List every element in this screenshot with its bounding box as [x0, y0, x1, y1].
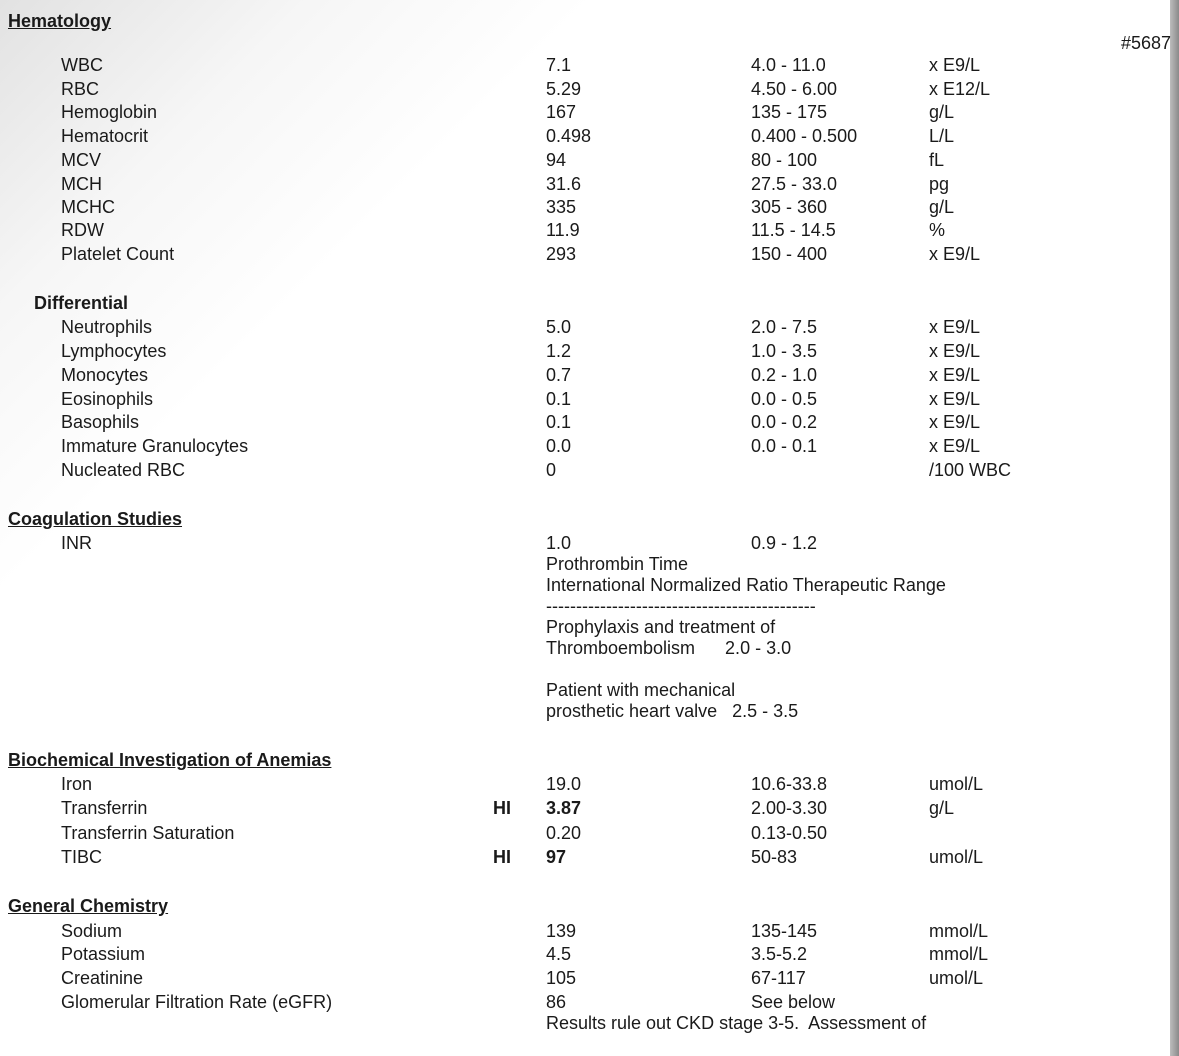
reference-range: 4.50 - 6.00	[751, 79, 838, 99]
section-title-chemistry: General Chemistry	[8, 896, 169, 916]
test-unit: x E9/L	[929, 55, 981, 75]
inr-note-line: Patient with mechanical	[546, 680, 736, 700]
reference-range: 27.5 - 33.0	[751, 174, 838, 194]
test-name: MCHC	[61, 197, 115, 217]
test-name: WBC	[61, 55, 103, 75]
reference-range: 135 - 175	[751, 102, 828, 122]
test-unit: fL	[929, 150, 945, 170]
test-name: MCH	[61, 174, 102, 194]
test-unit: g/L	[929, 102, 955, 122]
section-title-hematology: Hematology	[8, 11, 112, 31]
section-title-coagulation: Coagulation Studies	[8, 509, 183, 529]
test-unit: x E9/L	[929, 341, 981, 361]
test-value: 139	[546, 921, 577, 941]
test-unit: L/L	[929, 126, 955, 146]
test-name: Hemoglobin	[61, 102, 158, 122]
test-value: 0.20	[546, 823, 582, 843]
test-value: 335	[546, 197, 577, 217]
reference-range: 10.6-33.8	[751, 774, 828, 794]
test-name: RBC	[61, 79, 100, 99]
test-name: Platelet Count	[61, 244, 175, 264]
test-value: 0.0	[546, 436, 572, 456]
reference-range: 0.9 - 1.2	[751, 533, 818, 553]
reference-range: 2.0 - 7.5	[751, 317, 818, 337]
reference-range: 3.5-5.2	[751, 944, 808, 964]
test-value: 94	[546, 150, 567, 170]
test-value: 3.87	[546, 798, 582, 818]
test-name: Transferrin	[61, 798, 148, 818]
test-unit: x E9/L	[929, 365, 981, 385]
test-value: 167	[546, 102, 577, 122]
section-title-anemias: Biochemical Investigation of Anemias	[8, 750, 332, 770]
inr-note-line: prosthetic heart valve 2.5 - 3.5	[546, 701, 799, 721]
reference-range: 4.0 - 11.0	[751, 55, 826, 75]
test-value: 4.5	[546, 944, 572, 964]
test-unit: x E9/L	[929, 389, 981, 409]
subsection-title-differential: Differential	[34, 293, 129, 313]
test-unit: mmol/L	[929, 944, 989, 964]
test-value: 0.498	[546, 126, 592, 146]
test-unit: mmol/L	[929, 921, 989, 941]
test-value: 5.29	[546, 79, 582, 99]
reference-range: 0.0 - 0.2	[751, 412, 818, 432]
test-name: Glomerular Filtration Rate (eGFR)	[61, 992, 333, 1012]
reference-range: 67-117	[751, 968, 806, 988]
test-name: MCV	[61, 150, 101, 170]
test-name: Transferrin Saturation	[61, 823, 235, 843]
reference-range: 0.13-0.50	[751, 823, 828, 843]
test-value: 105	[546, 968, 577, 988]
test-name: Hematocrit	[61, 126, 149, 146]
test-unit: pg	[929, 174, 950, 194]
test-unit: x E9/L	[929, 244, 981, 264]
test-unit: x E12/L	[929, 79, 991, 99]
test-value: 7.1	[546, 55, 572, 75]
inr-note-divider: ---------------------------------------------	[546, 596, 816, 616]
test-value: 0.7	[546, 365, 572, 385]
test-unit: /100 WBC	[929, 460, 1012, 480]
reference-range: 50-83	[751, 847, 798, 867]
page-edge-shadow	[1170, 0, 1179, 1056]
test-value: 0	[546, 460, 557, 480]
test-value: 19.0	[546, 774, 582, 794]
egfr-note: Results rule out CKD stage 3-5. Assessment of	[546, 1013, 927, 1033]
test-name: Lymphocytes	[61, 341, 167, 361]
test-unit: x E9/L	[929, 317, 981, 337]
test-unit: g/L	[929, 197, 955, 217]
reference-range: 11.5 - 14.5	[751, 220, 836, 240]
test-name: INR	[61, 533, 92, 553]
test-value: 1.2	[546, 341, 572, 361]
test-value: 1.0	[546, 533, 572, 553]
test-value: 0.1	[546, 412, 572, 432]
test-name: Neutrophils	[61, 317, 153, 337]
test-name: TIBC	[61, 847, 103, 867]
test-unit: x E9/L	[929, 412, 981, 432]
document-id: #5687	[1121, 33, 1172, 53]
reference-range: 0.2 - 1.0	[751, 365, 818, 385]
reference-range: 0.0 - 0.1	[751, 436, 818, 456]
abnormal-flag: HI	[493, 847, 511, 867]
test-name: Potassium	[61, 944, 146, 964]
test-name: Iron	[61, 774, 93, 794]
test-value: 11.9	[546, 220, 580, 240]
test-unit: %	[929, 220, 946, 240]
inr-note-line: International Normalized Ratio Therapeutic Range	[546, 575, 946, 595]
test-name: RDW	[61, 220, 104, 240]
test-unit: x E9/L	[929, 436, 981, 456]
inr-note-line: Prophylaxis and treatment of	[546, 617, 776, 637]
test-value: 5.0	[546, 317, 572, 337]
test-unit: g/L	[929, 798, 955, 818]
test-name: Nucleated RBC	[61, 460, 186, 480]
test-value: 293	[546, 244, 577, 264]
reference-range: 1.0 - 3.5	[751, 341, 818, 361]
reference-range: 80 - 100	[751, 150, 818, 170]
reference-range: See below	[751, 992, 836, 1012]
reference-range: 2.00-3.30	[751, 798, 828, 818]
test-name: Creatinine	[61, 968, 144, 988]
reference-range: 150 - 400	[751, 244, 828, 264]
reference-range: 135-145	[751, 921, 818, 941]
test-unit: umol/L	[929, 847, 984, 867]
reference-range: 0.400 - 0.500	[751, 126, 858, 146]
test-name: Monocytes	[61, 365, 149, 385]
reference-range: 0.0 - 0.5	[751, 389, 818, 409]
test-value: 97	[546, 847, 567, 867]
test-value: 0.1	[546, 389, 572, 409]
reference-range: 305 - 360	[751, 197, 828, 217]
inr-note-line: Thromboembolism 2.0 - 3.0	[546, 638, 792, 658]
test-name: Basophils	[61, 412, 140, 432]
test-value: 86	[546, 992, 567, 1012]
test-name: Eosinophils	[61, 389, 154, 409]
inr-note-line: Prothrombin Time	[546, 554, 689, 574]
test-value: 31.6	[546, 174, 582, 194]
test-unit: umol/L	[929, 968, 984, 988]
test-name: Immature Granulocytes	[61, 436, 249, 456]
abnormal-flag: HI	[493, 798, 511, 818]
test-name: Sodium	[61, 921, 123, 941]
test-unit: umol/L	[929, 774, 984, 794]
